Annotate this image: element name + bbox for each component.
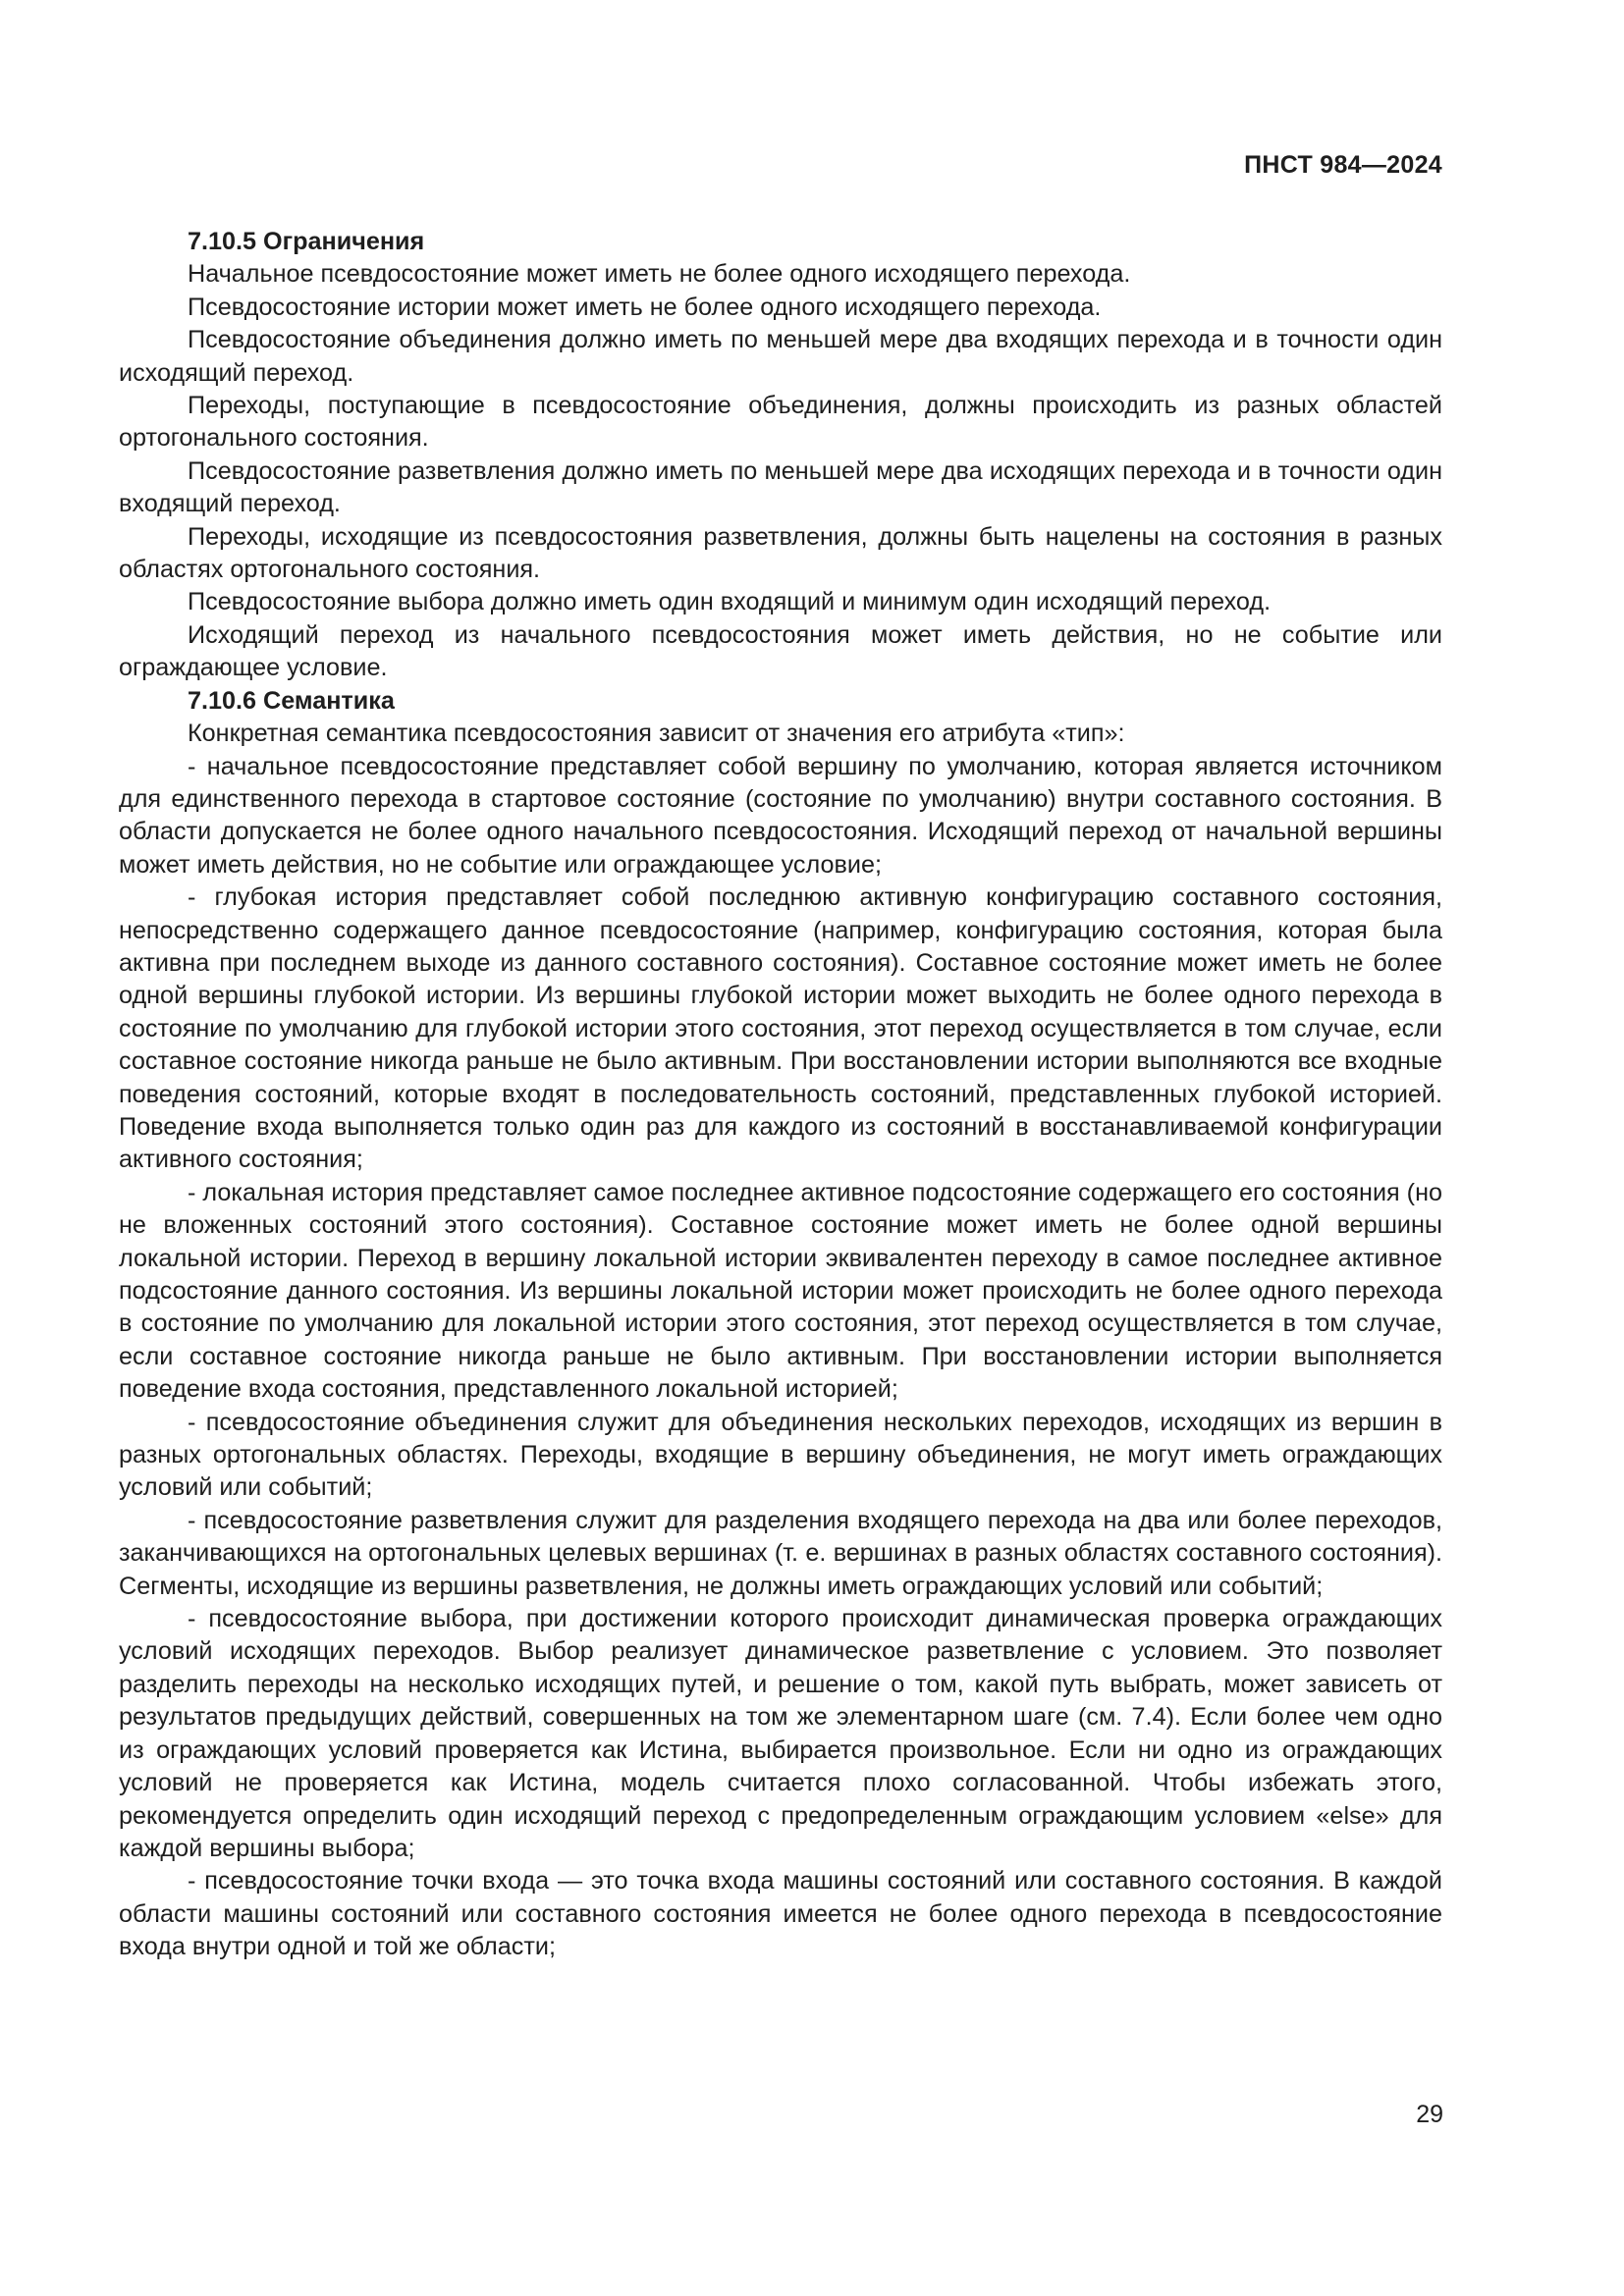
- page-number: 29: [1416, 2101, 1443, 2128]
- paragraph: Начальное псевдосостояние может иметь не более одного исходящего перехода.: [188, 260, 1131, 289]
- paragraph: Псевдосостояние выбора должно иметь один входящий и минимум один исходящий переход.: [188, 588, 1272, 616]
- document-designation: ПНСТ 984—2024: [1244, 151, 1442, 179]
- list-item: - глубокая история представляет собой последнюю активную конфигурацию составного состояния, непосредственно содержащего данное псевдосостояние (например, конфигурацию состояния, которая была активна при последнем выходе из данного составного состояния). Составное состояние может иметь не более одной вершины глубокой истории. Из вершины глубокой истории может выходить не более одного перехода в состояние по умолчанию для глубокой истории этого состояния, этот переход осуществляется в том случае, если составное состояние никогда раньше не было активным. При восстановлении истории выполняются все входные поведения состояний, которые входят в последовательность состояний, представленных глубокой историей. Поведение входа выполняется только один раз для каждого из состояний в восстанавливаемой конфигурации активного состояния;: [119, 883, 1442, 1174]
- list-item: - псевдосостояние разветвления служит для разделения входящего перехода на два или более переходов, заканчивающихся на ортогональных целевых вершинах (т. е. вершинах в разных областях составного состояния). Сегменты, исходящие из вершины разветвления, не должны иметь ограждающих условий или событий;: [119, 1506, 1442, 1600]
- section-heading-constraints: 7.10.5 Ограничения: [188, 228, 425, 255]
- list-item: - псевдосостояние точки входа — это точка входа машины состояний или составного состояния. В каждой области машины состояний или составного состояния имеется не более одного перехода в псевдосостояние входа внутри одной и той же области;: [119, 1867, 1442, 1961]
- paragraph: Исходящий переход из начального псевдосостояния может иметь действия, но не событие или ограждающее условие.: [119, 620, 1442, 682]
- list-item: - псевдосостояние выбора, при достижении которого происходит динамическая проверка ограждающих условий исходящих переходов. Выбор реализует динамическое разветвление с условием. Это позволяет разделить переходы на несколько исходящих путей, и решение о том, какой путь выбрать, может зависеть от результатов предыдущих действий, совершенных на том же элементарном шаге (см. 7.4). Если более чем одно из ограждающих условий проверяется как Истина, выбирается произвольное. Если ни одно из ограждающих условий не проверяется как Истина, модель считается плохо согласованной. Чтобы избежать этого, рекомендуется определить один исходящий переход с предопределенным ограждающим условием «else» для каждой вершины выбора;: [119, 1605, 1442, 1862]
- list-item: - локальная история представляет самое последнее активное подсостояние содержащего его состояния (но не вложенных состояний этого состояния). Составное состояние может иметь не более одной вершины локальной истории. Переход в вершину локальной истории эквивалентен переходу в самое последнее активное подсостояние данного состояния. Из вершины локальной истории может происходить не более одного перехода в состояние по умолчанию для локальной истории этого состояния, этот переход осуществляется в том случае, если составное состояние никогда раньше не было активным. При восстановлении истории выполняется поведение входа состояния, представленного локальной историей;: [119, 1178, 1442, 1404]
- paragraph: Переходы, исходящие из псевдосостояния разветвления, должны быть нацелены на состояния в разных областях ортогонального состояния.: [119, 522, 1442, 584]
- list-item: - псевдосостояние объединения служит для объединения нескольких переходов, исходящих из вершин в разных ортогональных областях. Переходы, входящие в вершину объединения, не могут иметь ограждающих условий или событий;: [119, 1408, 1442, 1502]
- paragraph: Псевдосостояние разветвления должно иметь по меньшей мере два исходящих перехода и в точности один входящий переход.: [119, 456, 1442, 518]
- list-item: - начальное псевдосостояние представляет собой вершину по умолчанию, которая является источником для единственного перехода в стартовое состояние (состояние по умолчанию) внутри составного состояния. В области допускается не более одного начального псевдосостояния. Исходящий переход от начальной вершины может иметь действия, но не событие или ограждающее условие;: [119, 752, 1442, 879]
- paragraph: Конкретная семантика псевдосостояния зависит от значения его атрибута «тип»:: [188, 720, 1125, 748]
- paragraph: Псевдосостояние истории может иметь не более одного исходящего перехода.: [188, 293, 1102, 321]
- section-heading-semantics: 7.10.6 Семантика: [188, 686, 395, 715]
- paragraph: Переходы, поступающие в псевдосостояние объединения, должны происходить из разных областей ортогонального состояния.: [119, 392, 1442, 453]
- paragraph: Псевдосостояние объединения должно иметь по меньшей мере два входящих перехода и в точности один исходящий переход.: [119, 326, 1442, 387]
- page-content: [119, 226, 1442, 1964]
